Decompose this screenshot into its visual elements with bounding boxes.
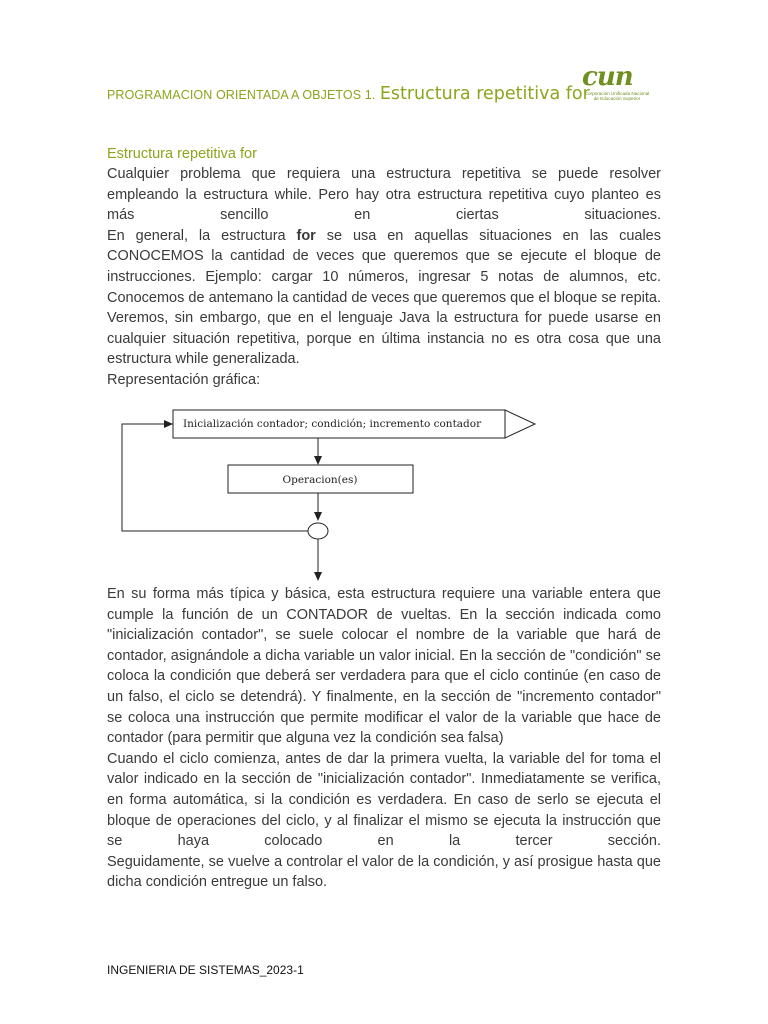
arrowhead-2 <box>314 512 322 521</box>
intro-paragraph-2 <box>107 226 661 370</box>
logo-subtitle-line2: de Educación Superior <box>593 96 641 101</box>
explanation-paragraph-3: Seguidamente, se vuelve a controlar el valor de la condición, y así prosigue hasta que dicha condición entregue un falso. <box>107 853 661 891</box>
operation-box-label: Operacion(es) <box>282 474 358 486</box>
logo-subtitle <box>579 91 655 101</box>
intro-text-after: se usa en aquellas situaciones en las cuales CONOCEMOS la cantidad de veces que queremos que se ejecute el bloque de instrucciones. Ejemplo: cargar 10 números, ingresar 5 notas de alumnos, etc. Conocemos de antemano la cantidad de veces que queremos que el bloque se repita. Veremos, sin embargo, que en el lenguaje Java la estructura for puede usarse en cualquier situación repetitiva, porque en última instancia no es otra cosa que una estructura while generalizada. <box>107 227 661 368</box>
intro-text <box>107 164 661 391</box>
logo-mark: cun <box>582 62 633 92</box>
section-title: Estructura repetitiva for <box>107 146 257 162</box>
topic-title: Estructura repetitiva for <box>379 84 590 104</box>
cun-logo <box>579 62 655 112</box>
header-arrow-tip <box>505 410 535 438</box>
course-title: PROGRAMACION ORIENTADA A OBJETOS 1. <box>107 88 376 102</box>
intro-paragraph-3: Representación gráfica: <box>107 371 261 388</box>
page-header <box>107 84 590 104</box>
for-keyword: for <box>296 227 316 244</box>
page-footer: INGENIERIA DE SISTEMAS_2023-1 <box>107 963 304 977</box>
explanation-paragraph-1: En su forma más típica y básica, esta estructura requiere una variable entera que cumple la función de un CONTADOR de vueltas. En la sección indicada como "inicialización contador", se suele colocar el nombre de la variable que hará de contador, asignándole a dicha variable un valor inicial. En la sección de "condición" se coloca la condición que deberá ser verdadera para que el ciclo continúe (en caso de un falso, el ciclo se detendrá). Y finalmente, en la sección de "incremento contador" se coloca una instrucción que permite modificar el valor de la variable que hace de contador (para permitir que alguna vez la condición sea falsa) <box>107 586 661 747</box>
arrowhead-1 <box>314 456 322 465</box>
logo-subtitle-line1: Corporación Unificada Nacional <box>584 91 650 96</box>
explanation-paragraph-2: Cuando el ciclo comienza, antes de dar la primera vuelta, la variable del for toma el valor indicado en la sección de "inicialización contador". Inmediatamente se verifica, en forma automática, si la condición es verdadera. En caso de serlo se ejecuta el bloque de operaciones del ciclo, y al finalizar el mismo se ejecuta la instrucción que se haya colocado en la tercer sección. <box>107 750 661 850</box>
loop-back-arrowhead <box>164 420 173 428</box>
loop-node <box>308 523 328 539</box>
arrowhead-exit <box>314 572 322 581</box>
header-box-label: Inicialización contador; condición; incremento contador <box>183 418 482 430</box>
explanation-text <box>107 584 661 893</box>
intro-paragraph-1: Cualquier problema que requiera una estructura repetitiva se puede resolver empleando la estructura while. Pero hay otra estructura repetitiva cuyo planteo es más sencillo en ciertas situaciones. <box>107 166 661 224</box>
for-flow-diagram <box>118 400 548 590</box>
intro-text-before: En general, la estructura <box>107 227 297 244</box>
